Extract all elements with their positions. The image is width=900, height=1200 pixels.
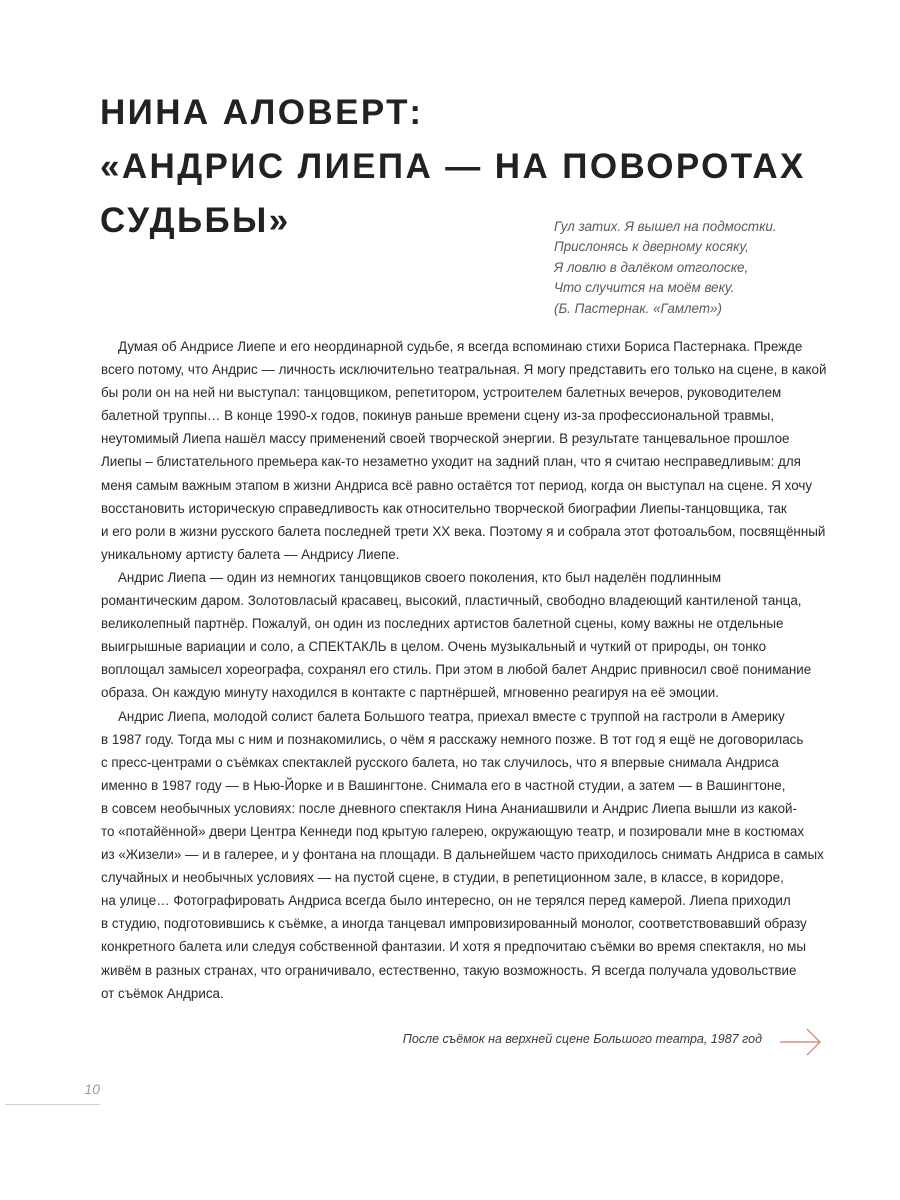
epigraph: [554, 217, 854, 319]
body-line: выигрышные вариации и соло, а СПЕКТАКЛЬ в целом. Очень музыкальный и чуткий от природы, он тонко: [101, 639, 767, 655]
body-line: романтическим даром. Золотовласый красавец, высокий, пластичный, свободно владеющий кантиленой танца,: [101, 593, 802, 609]
epigraph-line: Гул затих. Я вышел на подмостки.: [554, 219, 777, 234]
body-line: великолепный партнёр. Пожалуй, он один из последних артистов балетной сцены, кому важны не отдельные: [101, 616, 784, 632]
body-line: на улице… Фотографировать Андриса всегда было интересно, он не терялся перед камерой. Лиепа приходил: [101, 893, 791, 909]
chapter-title-line: НИНА АЛОВЕРТ:: [100, 93, 424, 132]
body-line: в студию, подготовившись к съёмке, а иногда танцевал импровизированный монолог, соответствовавший образу: [101, 916, 807, 932]
body-line: случайных и необычных условиях — на пустой сцене, в студии, в репетиционном зале, в классе, в коридоре,: [101, 870, 784, 886]
epigraph-line: Я ловлю в далёком отголоске,: [554, 259, 749, 275]
body-line: конкретного балета или следуя собственной фантазии. И хотя я предпочитаю съёмки во время спектакля, но мы: [101, 939, 806, 955]
epigraph-line: Что случится на моём веку.: [554, 280, 735, 296]
body-line: Андрис Лиепа, молодой солист балета Большого театра, приехал вместе с труппой на гастроли в Америку: [118, 708, 785, 724]
body-line: восстановить историческую справедливость как относительно творческой биографии Лиепы-танцовщика, так: [101, 500, 787, 516]
body-line: уникальному артисту балета — Андрису Лиепе.: [101, 546, 400, 562]
body-line: то «потайённой» двери Центра Кеннеди под крытую галерею, окружающую театр, и позировали мне в костюмах: [101, 823, 805, 839]
body-line: Думая об Андрисе Лиепе и его неординарной судьбе, я всегда вспоминаю стихи Бориса Пастернака. Прежде: [118, 339, 803, 354]
body-line: балетной труппы… В конце 1990-х годов, покинув раньше времени сцену из-за профессиональной травмы,: [101, 408, 774, 424]
body-line: меня самым важным этапом в жизни Андриса всё равно остаётся тот период, когда он выступал на сцене. Я хочу: [101, 477, 813, 493]
body-line: и его роли в жизни русского балета последней трети XX века. Поэтому я и собрала этот фотоальбом, посвящённый: [101, 523, 826, 539]
body-line: с пресс-центрами о съёмках спектаклей русского балета, но так случилось, что я впервые снимала Андриса: [101, 754, 779, 770]
body-line: от съёмок Андриса.: [101, 985, 224, 1001]
body-line: именно в 1987 году — в Нью-Йорке и в Вашингтоне. Снимала его в частной студии, а затем — в Вашингтоне,: [101, 777, 786, 793]
body-line: неутомимый Лиепа нашёл массу применений своей творческой энергии. В результате танцевальное прошлое: [101, 431, 790, 447]
photo-caption: После съёмок на верхней сцене Большого театра, 1987 год: [402, 1032, 762, 1046]
body-line: в 1987 году. Тогда мы с ним и познакомились, о чём я расскажу немного позже. В тот год я ещё не договорилась: [101, 731, 804, 747]
body-line: бы роли он на ней ни выступал: танцовщиком, репетитором, устроителем балетных вечеров, руководителем: [101, 385, 782, 401]
page-number-rule: [5, 1104, 100, 1105]
arrow-right-icon: [780, 1027, 822, 1057]
body-text: [101, 335, 831, 1005]
epigraph-line: Прислонясь к дверному косяку,: [554, 239, 750, 255]
body-line: воплощал замысел хореографа, сохранял его стиль. При этом в любой балет Андрис привносил своё понимание: [101, 662, 812, 678]
body-line: живём в разных странах, что ограничивало, естественно, такую возможность. Я всегда получала удовольствие: [101, 962, 797, 978]
chapter-title-line: СУДЬБЫ»: [100, 201, 291, 240]
body-line: всего потому, что Андрис — личность исключительно театральная. Я могу представить его только на сцене, в какой: [101, 362, 827, 378]
chapter-title-line: «АНДРИС ЛИЕПА — НА ПОВОРОТАХ: [100, 147, 806, 186]
body-line: из «Жизели» — и в галерее, и у фонтана на площади. В дальнейшем часто приходилось снимать Андриса в самых: [101, 847, 824, 863]
body-line: в совсем необычных условиях: после дневного спектакля Нина Ананиашвили и Андрис Лиепа вышли из какой-: [101, 800, 797, 816]
body-line: Лиепы – блистательного премьера как-то незаметно уходит на задний план, что я считаю несправедливым: для: [101, 454, 801, 470]
body-line: образа. Он каждую минуту находился в контакте с партнёршей, мгновенно реагируя на её эмоции.: [101, 685, 719, 701]
page-number: 10: [84, 1081, 100, 1097]
body-line: Андрис Лиепа — один из немногих танцовщиков своего поколения, кто был наделён подлинным: [118, 569, 722, 585]
epigraph-attribution: (Б. Пастернак. «Гамлет»): [554, 300, 722, 316]
